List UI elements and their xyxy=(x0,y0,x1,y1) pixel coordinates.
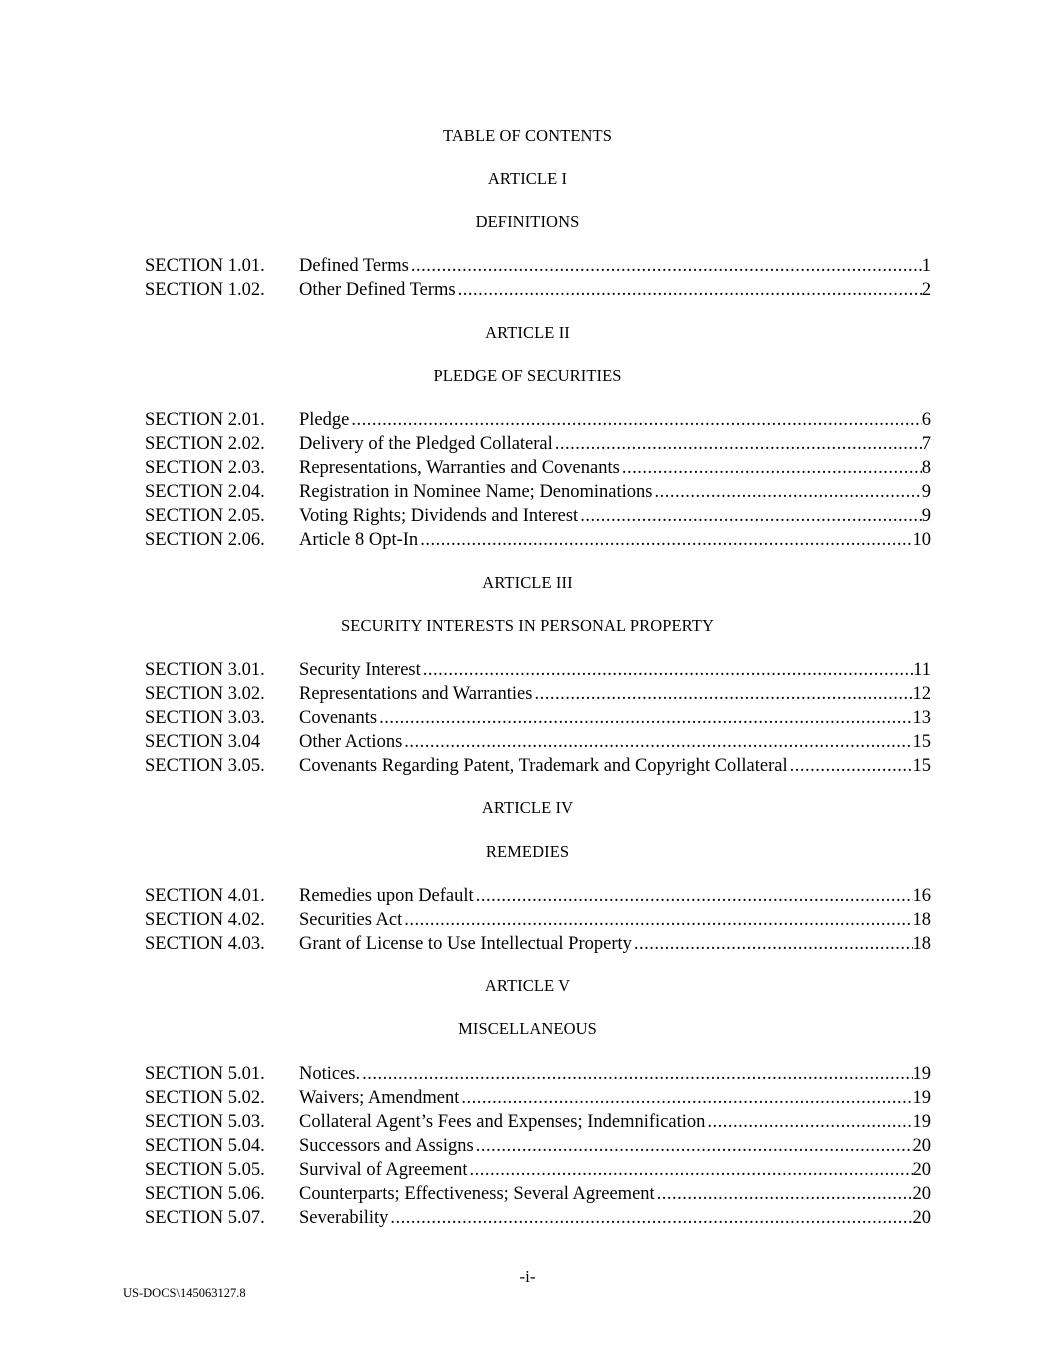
page-number: 9 xyxy=(921,482,931,502)
page-number: 13 xyxy=(912,708,931,728)
dot-leader xyxy=(390,1206,912,1230)
section-title: Successors and Assigns xyxy=(299,1136,474,1156)
dot-leader xyxy=(351,408,921,432)
section-title: Voting Rights; Dividends and Interest xyxy=(299,506,579,526)
page-number: 16 xyxy=(912,886,931,906)
section-title: Survival of Agreement xyxy=(299,1160,468,1180)
article-label: ARTICLE I xyxy=(487,169,568,188)
dot-leader xyxy=(379,706,912,730)
section-number: SECTION 1.02. xyxy=(145,280,265,300)
section-number: SECTION 3.02. xyxy=(145,684,265,704)
section-title: Other Actions xyxy=(299,732,403,752)
article-label: ARTICLE III xyxy=(482,573,573,592)
page-number: 19 xyxy=(912,1064,931,1084)
toc-entry[interactable] xyxy=(145,1206,931,1230)
dot-leader xyxy=(461,1086,912,1110)
section-number: SECTION 4.03. xyxy=(145,934,265,954)
dot-leader xyxy=(655,480,922,504)
section-title: Covenants Regarding Patent, Trademark and Copyright Collateral xyxy=(299,756,788,776)
dot-leader xyxy=(634,932,913,956)
page-number: 20 xyxy=(912,1136,931,1156)
page-number: 7 xyxy=(921,434,931,454)
dot-leader xyxy=(458,278,922,302)
section-number: SECTION 2.01. xyxy=(145,410,265,430)
toc-entry[interactable] xyxy=(145,504,931,528)
article-title: PLEDGE OF SECURITIES xyxy=(433,366,622,385)
section-number: SECTION 3.04 xyxy=(145,732,261,752)
section-number: SECTION 5.02. xyxy=(145,1088,265,1108)
dot-leader xyxy=(470,1158,913,1182)
toc-entry[interactable] xyxy=(145,408,931,432)
dot-leader xyxy=(657,1182,913,1206)
toc-entry[interactable] xyxy=(145,730,931,754)
page-number: 20 xyxy=(912,1184,931,1204)
toc-entry[interactable] xyxy=(145,480,931,504)
page-number: 15 xyxy=(912,732,931,752)
dot-leader xyxy=(362,1062,912,1086)
section-number: SECTION 2.05. xyxy=(145,506,265,526)
article-label: ARTICLE IV xyxy=(481,798,574,817)
section-number: SECTION 4.02. xyxy=(145,910,265,930)
page-number: 20 xyxy=(912,1208,931,1228)
page-number: 1 xyxy=(921,256,931,276)
toc-entry[interactable] xyxy=(145,1134,931,1158)
page-number: 2 xyxy=(921,280,931,300)
section-title: Pledge xyxy=(299,410,350,430)
page-number: 9 xyxy=(921,506,931,526)
document-id: US-DOCS\145063127.8 xyxy=(123,1286,246,1300)
section-number: SECTION 2.04. xyxy=(145,482,265,502)
dot-leader xyxy=(420,528,912,552)
page-number: 15 xyxy=(912,756,931,776)
toc-entry[interactable] xyxy=(145,754,931,778)
section-number: SECTION 5.01. xyxy=(145,1064,265,1084)
toc-entry[interactable] xyxy=(145,884,931,908)
section-title: Severability xyxy=(299,1208,389,1228)
section-number: SECTION 3.01. xyxy=(145,660,265,680)
article-label: ARTICLE V xyxy=(484,976,571,995)
page-number: 6 xyxy=(921,410,931,430)
section-number: SECTION 5.04. xyxy=(145,1136,265,1156)
article-title: MISCELLANEOUS xyxy=(458,1019,597,1038)
toc-entry[interactable] xyxy=(145,278,931,302)
toc-entry[interactable] xyxy=(145,932,931,956)
section-title: Securities Act xyxy=(299,910,403,930)
toc-heading: TABLE OF CONTENTS xyxy=(442,126,613,145)
page-number: 18 xyxy=(912,934,931,954)
dot-leader xyxy=(555,432,922,456)
section-title: Defined Terms xyxy=(299,256,409,276)
section-title: Collateral Agent’s Fees and Expenses; Indemnification xyxy=(299,1112,706,1132)
section-number: SECTION 3.03. xyxy=(145,708,265,728)
toc-entry[interactable] xyxy=(145,1182,931,1206)
dot-leader xyxy=(476,1134,913,1158)
section-number: SECTION 2.03. xyxy=(145,458,265,478)
toc-entry[interactable] xyxy=(145,1062,931,1086)
page-number: 20 xyxy=(912,1160,931,1180)
toc-entry[interactable] xyxy=(145,682,931,706)
section-title: Remedies upon Default xyxy=(299,886,474,906)
dot-leader xyxy=(476,884,913,908)
page-number: 11 xyxy=(913,660,931,680)
section-title: Waivers; Amendment xyxy=(299,1088,460,1108)
toc-entry[interactable] xyxy=(145,706,931,730)
article-title: SECURITY INTERESTS IN PERSONAL PROPERTY xyxy=(341,616,714,635)
article-title: REMEDIES xyxy=(485,842,570,861)
dot-leader xyxy=(707,1110,912,1134)
toc-entry[interactable] xyxy=(145,1158,931,1182)
page-number: 12 xyxy=(912,684,931,704)
page-number: 18 xyxy=(912,910,931,930)
dot-leader xyxy=(411,254,922,278)
toc-entry[interactable] xyxy=(145,1110,931,1134)
toc-entry[interactable] xyxy=(145,432,931,456)
section-title: Article 8 Opt-In xyxy=(299,530,419,550)
dot-leader xyxy=(423,658,913,682)
dot-leader xyxy=(404,908,912,932)
section-number: SECTION 2.02. xyxy=(145,434,265,454)
dot-leader xyxy=(790,754,913,778)
section-title: Security Interest xyxy=(299,660,421,680)
dot-leader xyxy=(580,504,922,528)
toc-entry[interactable] xyxy=(145,1086,931,1110)
toc-entry[interactable] xyxy=(145,908,931,932)
section-title: Counterparts; Effectiveness; Several Agreement xyxy=(299,1184,655,1204)
article-label: ARTICLE II xyxy=(485,323,570,342)
section-title: Grant of License to Use Intellectual Property xyxy=(299,934,632,954)
article-title: DEFINITIONS xyxy=(475,212,580,231)
dot-leader xyxy=(534,682,912,706)
section-number: SECTION 5.05. xyxy=(145,1160,265,1180)
section-title: Representations and Warranties xyxy=(299,684,533,704)
section-title: Notices. xyxy=(299,1064,361,1084)
toc-entry[interactable] xyxy=(145,658,931,682)
section-number: SECTION 3.05. xyxy=(145,756,265,776)
page-number: 19 xyxy=(912,1112,931,1132)
toc-entry[interactable] xyxy=(145,456,931,480)
page-number: 10 xyxy=(912,530,931,550)
section-number: SECTION 5.06. xyxy=(145,1184,265,1204)
page-number: 19 xyxy=(912,1088,931,1108)
section-title: Representations, Warranties and Covenants xyxy=(299,458,620,478)
toc-entry[interactable] xyxy=(145,528,931,552)
section-number: SECTION 5.07. xyxy=(145,1208,265,1228)
section-title: Covenants xyxy=(299,708,378,728)
section-number: SECTION 2.06. xyxy=(145,530,265,550)
section-number: SECTION 5.03. xyxy=(145,1112,265,1132)
section-title: Other Defined Terms xyxy=(299,280,456,300)
dot-leader xyxy=(622,456,922,480)
toc-entry[interactable] xyxy=(145,254,931,278)
footer-page-number: -i- xyxy=(519,1267,536,1286)
section-number: SECTION 1.01. xyxy=(145,256,265,276)
section-number: SECTION 4.01. xyxy=(145,886,265,906)
section-title: Registration in Nominee Name; Denominations xyxy=(299,482,653,502)
page-number: 8 xyxy=(921,458,931,478)
dot-leader xyxy=(404,730,912,754)
section-title: Delivery of the Pledged Collateral xyxy=(299,434,553,454)
